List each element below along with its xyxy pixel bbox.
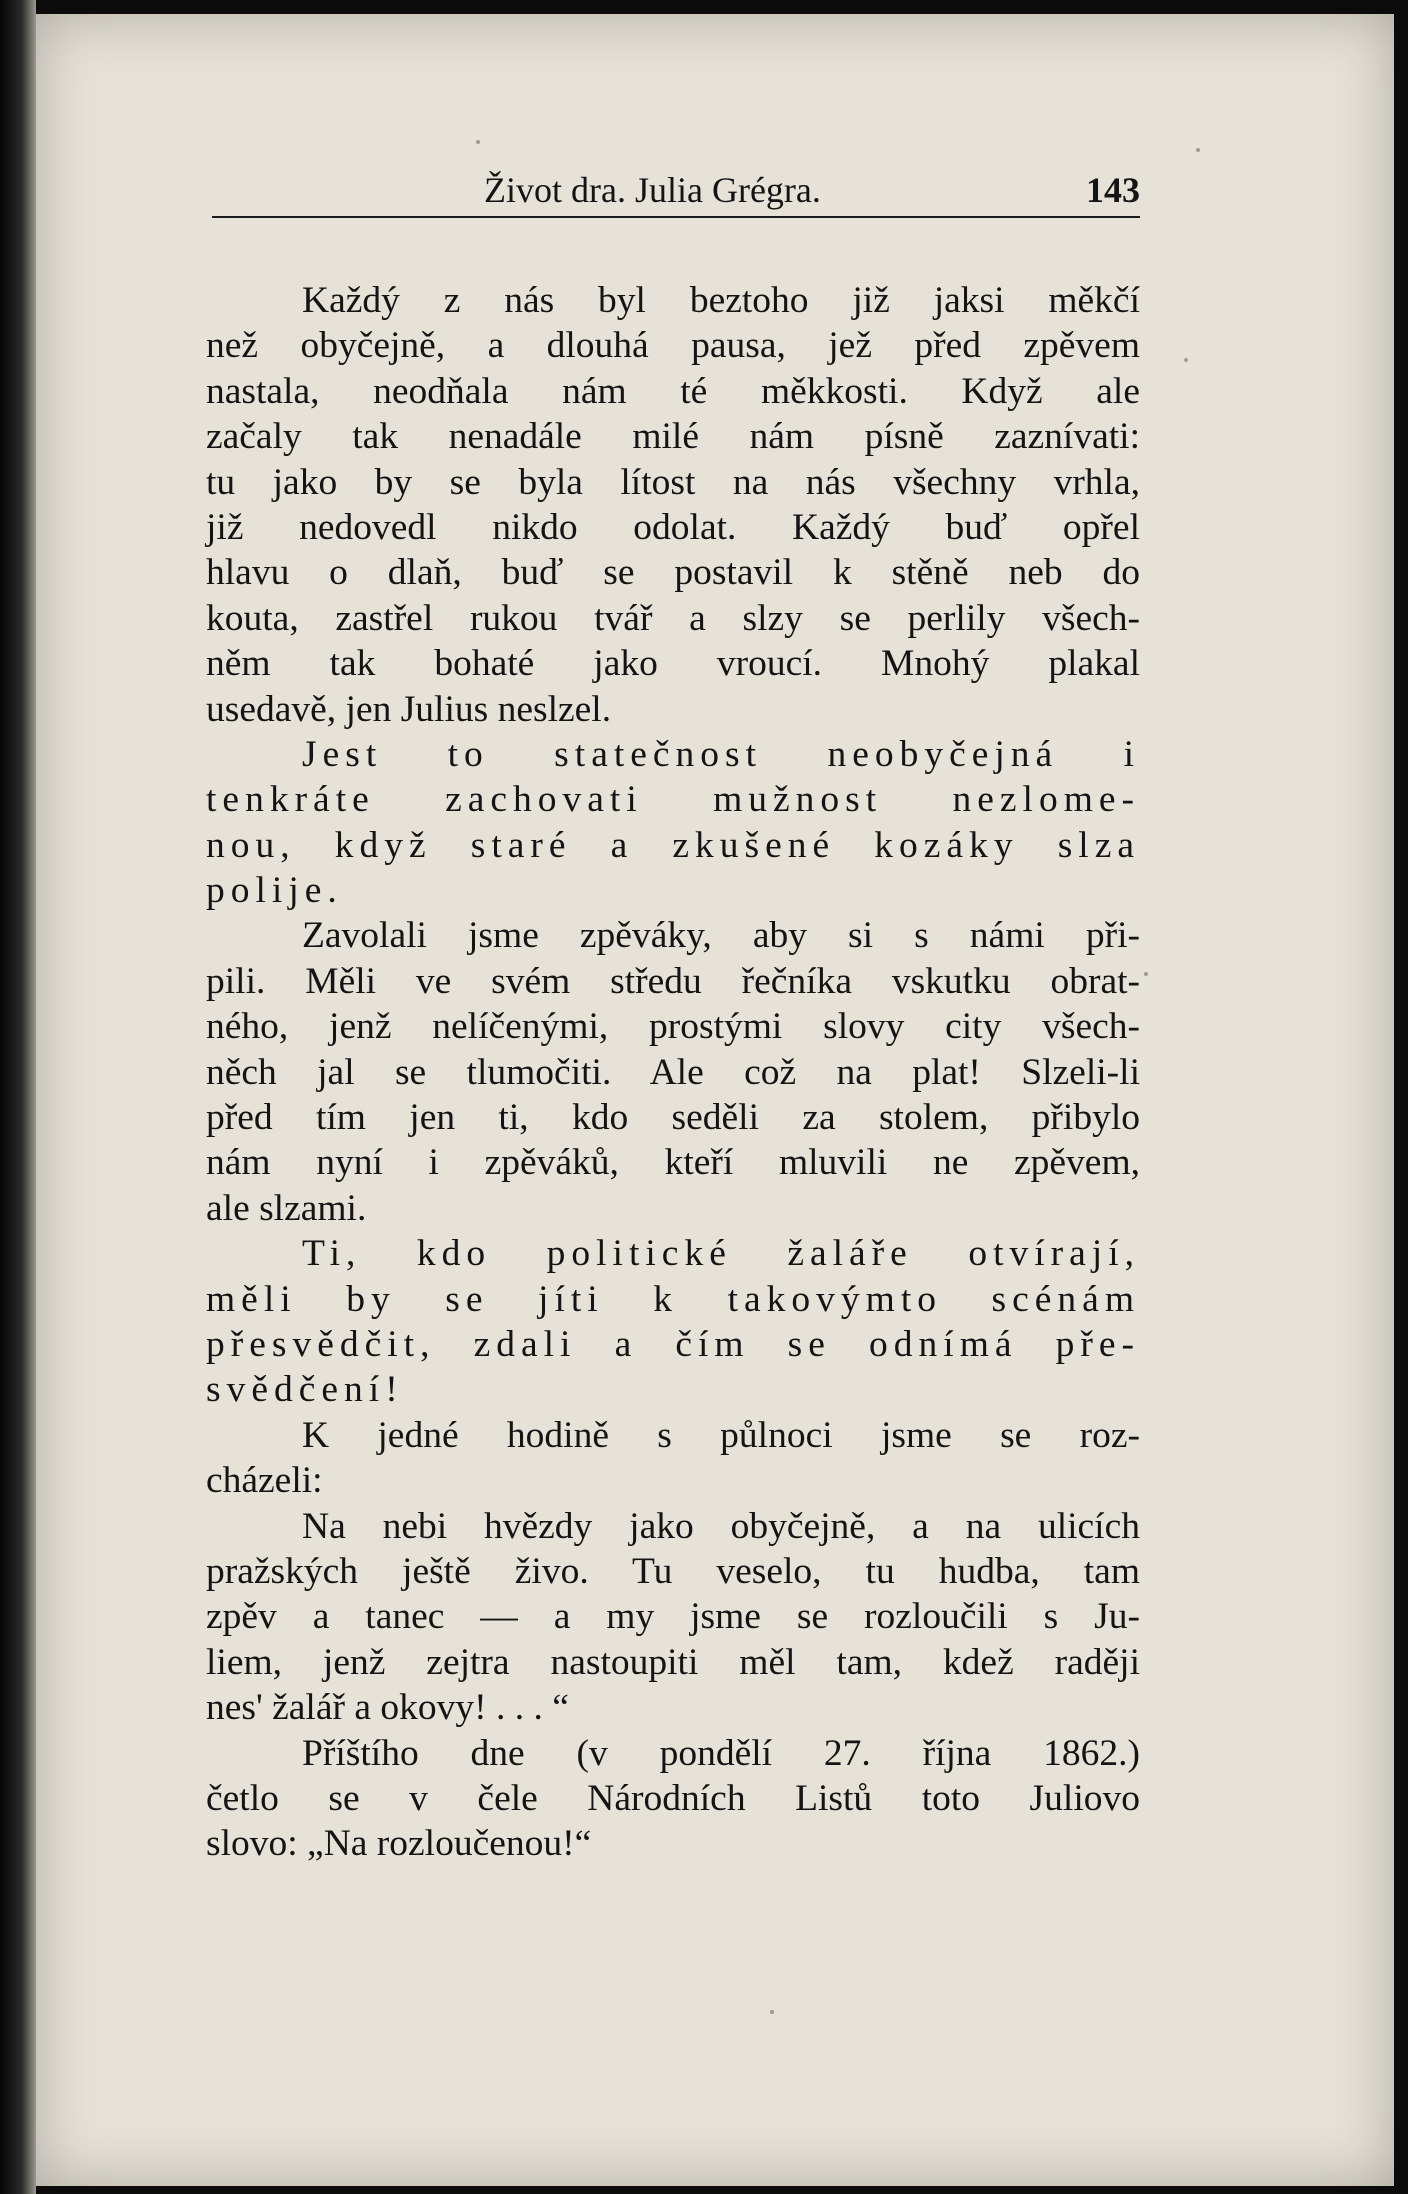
text-line: něch jal se tlumočiti. Ale což na plat! Slzeli-li [206, 1051, 1140, 1093]
text-line: ného, jenž nelíčenými, prostými slovy city všech- [206, 1006, 1140, 1048]
text-line: než obyčejně, a dlouhá pausa, jež před zpěvem [206, 325, 1140, 367]
text-line: začaly tak nenadále milé nám písně zaznívati: [206, 416, 1140, 458]
running-title: Život dra. Julia Grégra. [484, 170, 821, 210]
text-line: nes' žalář a okovy! . . . “ [206, 1687, 569, 1729]
text-line: před tím jen ti, kdo seděli za stolem, přibylo [206, 1097, 1140, 1139]
text-line: Příštího dne (v pondělí 27. října 1862.) [302, 1732, 1140, 1774]
text-line: přesvědčit, zdali a čím se odnímá pře- [206, 1323, 1140, 1365]
text-line: svědčení! [206, 1369, 404, 1411]
text-line: slovo: „Na rozloučenou!“ [206, 1823, 592, 1865]
text-line: nou, když staré a zkušené kozáky slza [206, 824, 1140, 866]
text-line: nám nyní i zpěváků, kteří mluvili ne zpěvem, [206, 1142, 1140, 1184]
text-line: Jest to statečnost neobyčejná i [302, 733, 1140, 775]
text-line: již nedovedl nikdo odolat. Každý buď opřel [206, 506, 1140, 548]
text-line: zpěv a tanec — a my jsme se rozloučili s Ju- [206, 1596, 1140, 1638]
scan-speck [1144, 972, 1148, 976]
text-line: něm tak bohaté jako vroucí. Mnohý plakal [206, 643, 1140, 685]
text-line: liem, jenž zejtra nastoupiti měl tam, kdež raději [206, 1641, 1140, 1683]
text-line: nastala, neodňala nám té měkkosti. Když ale [206, 370, 1140, 412]
text-line: kouta, zastřel rukou tvář a slzy se perlily všech- [206, 597, 1140, 639]
text-line: Každý z nás byl beztoho již jaksi měkčí [302, 280, 1140, 321]
text-line: měli by se jíti k takovýmto scénám [206, 1278, 1140, 1320]
text-line: Na nebi hvězdy jako obyčejně, a na ulicích [302, 1505, 1140, 1547]
text-line: usedavě, jen Julius neslzel. [206, 688, 612, 730]
text-line: cházeli: [206, 1460, 323, 1502]
text-line: tu jako by se byla lítost na nás všechny vrhla, [206, 461, 1140, 503]
page-number: 143 [1086, 170, 1140, 210]
text-line: ale slzami. [206, 1187, 367, 1229]
text-line: pražských ještě živo. Tu veselo, tu hudba, tam [206, 1550, 1140, 1592]
body-text [206, 278, 1140, 1867]
scan-speck [770, 2010, 774, 2014]
text-line: Zavolali jsme zpěváky, aby si s námi při- [302, 915, 1140, 957]
text-line: četlo se v čele Národních Listů toto Juliovo [206, 1777, 1140, 1819]
text-line: tenkráte zachovati mužnost nezlome- [206, 779, 1140, 821]
scan-speck [476, 140, 480, 144]
scan-left-edge [0, 0, 36, 2194]
page-header [212, 168, 1140, 218]
text-line: pili. Měli ve svém středu řečníka vskutku obrat- [206, 960, 1140, 1002]
text-line: Ti, kdo politické žaláře otvírají, [302, 1233, 1140, 1275]
text-line: hlavu o dlaň, buď se postavil k stěně neb do [206, 552, 1140, 594]
text-line: K jedné hodině s půlnoci jsme se roz- [302, 1414, 1140, 1456]
scan-speck [1196, 148, 1200, 152]
scan-speck [1184, 358, 1188, 362]
text-line: polije. [206, 870, 343, 912]
